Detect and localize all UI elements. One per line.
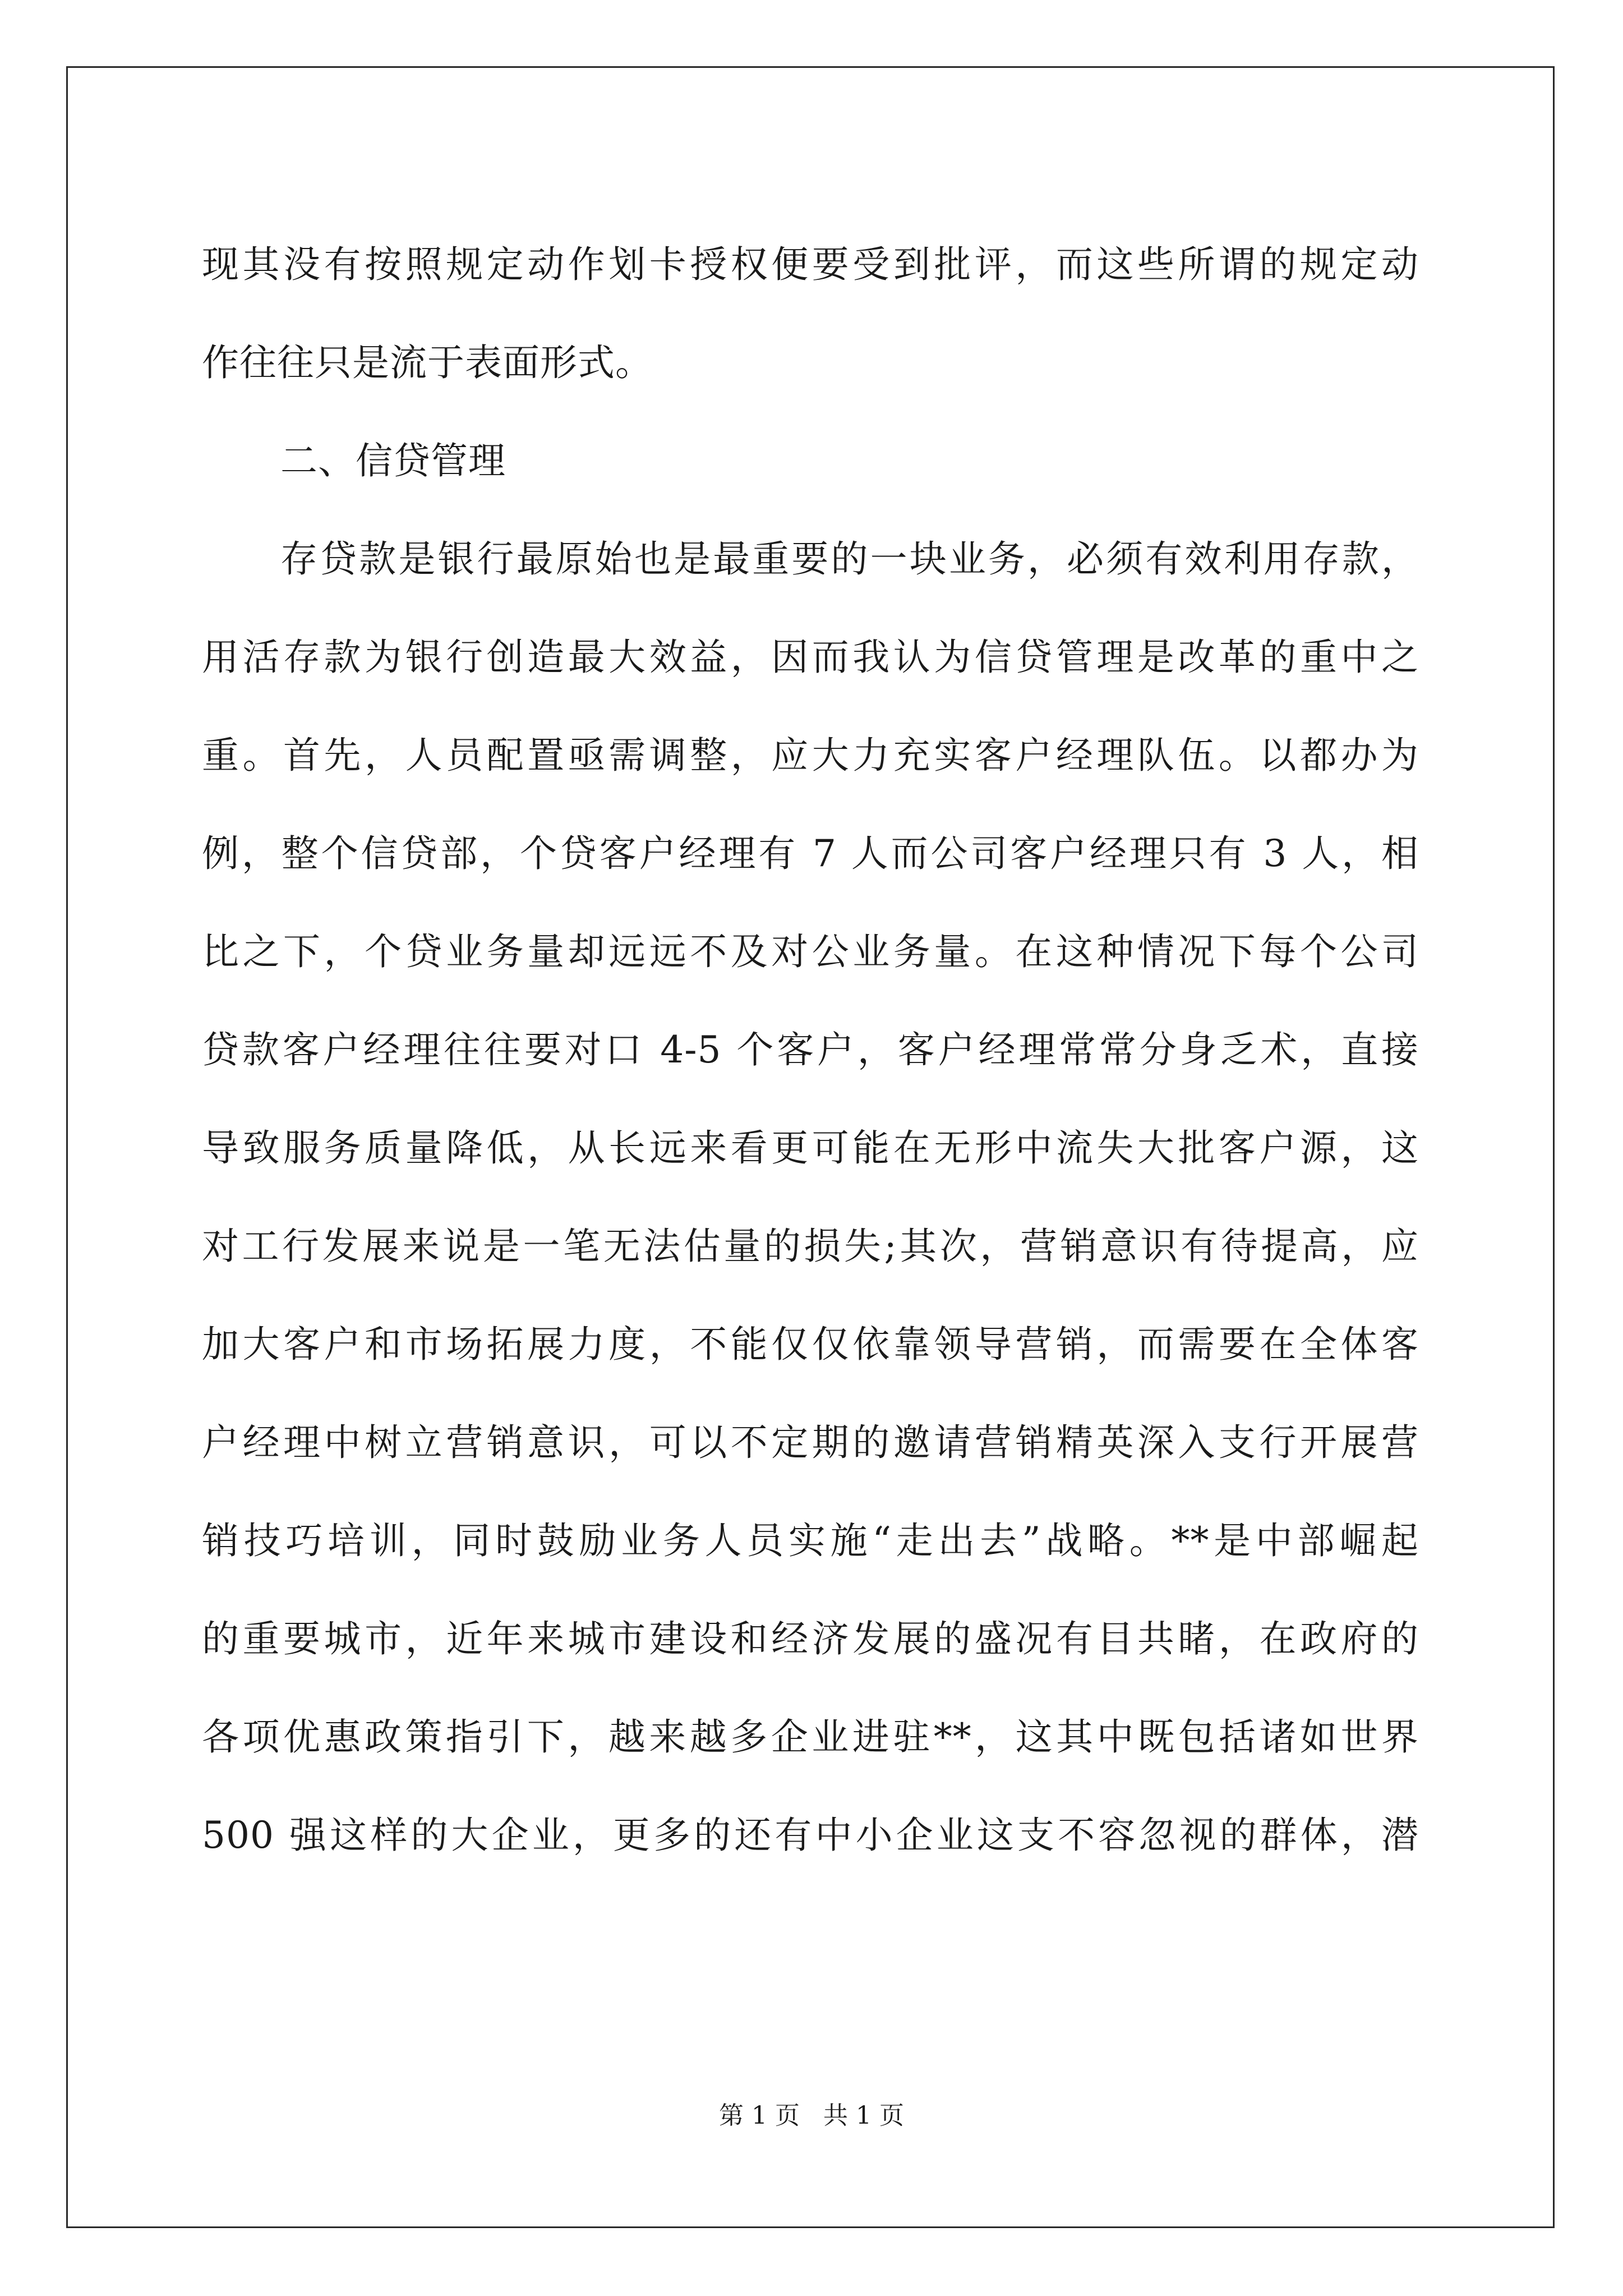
page-footer — [0, 2099, 1623, 2133]
text-line: 500 强这样的大企业，更多的还有中小企业这支不容忽视的群体，潜 — [202, 1814, 1419, 1857]
text-line: 现其没有按照规定动作划卡授权便要受到批评，而这些所谓的规定动 — [202, 243, 1419, 286]
text-line: 加大客户和市场拓展力度，不能仅仅依靠领导营销，而需要在全体客 — [202, 1323, 1419, 1366]
page-total: 共 1 页 — [823, 2101, 904, 2130]
text-line: 对工行发展来说是一笔无法估量的损失;其次，营销意识有待提高，应 — [202, 1225, 1419, 1268]
document-body — [202, 215, 1419, 1884]
page-number: 第 1 页 — [719, 2101, 800, 2130]
text-line: 例，整个信贷部，个贷客户经理有 7 人而公司客户经理只有 3 人，相 — [202, 832, 1419, 875]
section-heading: 二、信贷管理 — [280, 439, 506, 482]
text-line: 存贷款是银行最原始也是最重要的一块业务，必须有效利用存款， — [280, 537, 1419, 581]
text-line: 导致服务质量降低，从长远来看更可能在无形中流失大批客户源，这 — [202, 1126, 1419, 1170]
text-line: 户经理中树立营销意识，可以不定期的邀请营销精英深入支行开展营 — [202, 1421, 1419, 1464]
text-line: 的重要城市，近年来城市建设和经济发展的盛况有目共睹，在政府的 — [202, 1617, 1419, 1660]
text-line: 重。首先，人员配置亟需调整，应大力充实客户经理队伍。以都办为 — [202, 734, 1419, 777]
text-line: 用活存款为银行创造最大效益，因而我认为信贷管理是改革的重中之 — [202, 636, 1419, 679]
text-line: 作往往只是流于表面形式。 — [202, 341, 653, 384]
text-line: 各项优惠政策指引下，越来越多企业进驻**，这其中既包括诸如世界 — [202, 1715, 1419, 1759]
text-line: 贷款客户经理往往要对口 4-5 个客户，客户经理常常分身乏术，直接 — [202, 1028, 1419, 1071]
text-line: 比之下，个贷业务量却远远不及对公业务量。在这种情况下每个公司 — [202, 930, 1419, 973]
text-line: 销技巧培训，同时鼓励业务人员实施“走出去”战略。**是中部崛起 — [202, 1519, 1419, 1562]
